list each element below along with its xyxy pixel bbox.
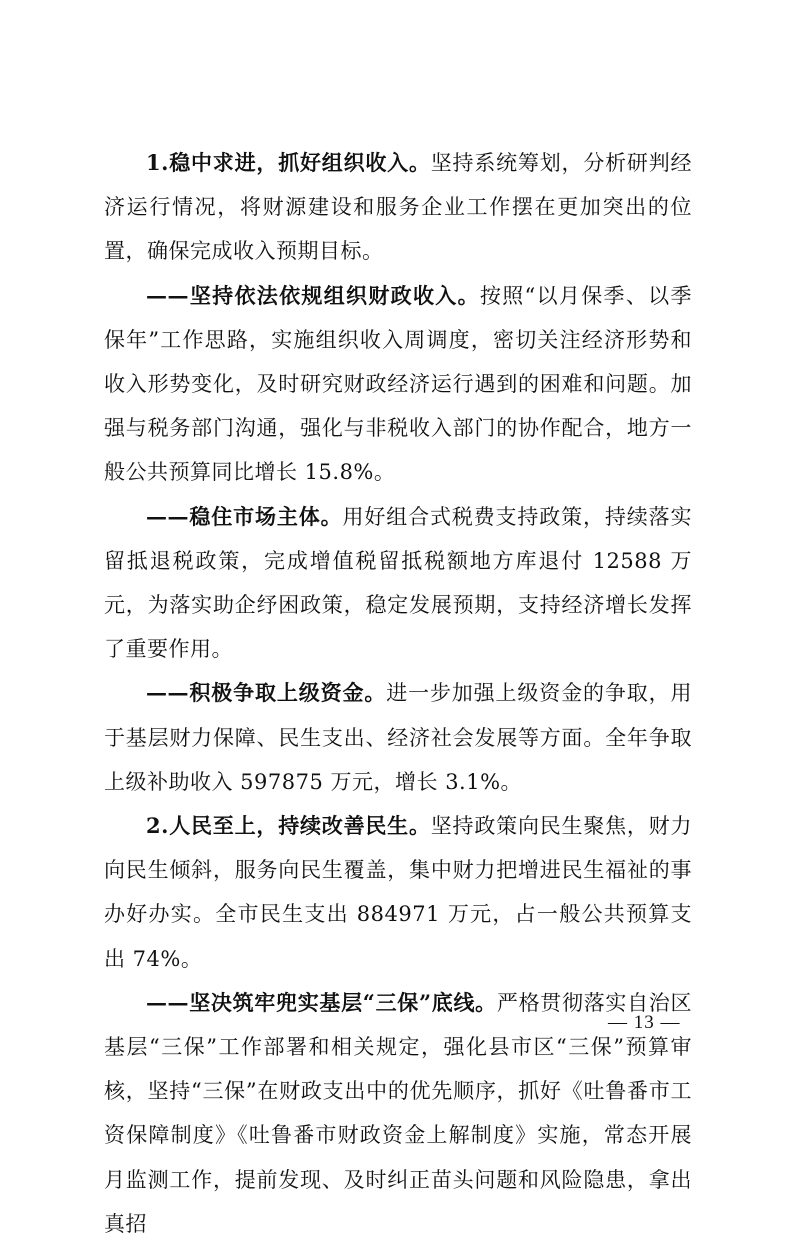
body-text — [104, 141, 692, 1246]
paragraph-heading: 1.稳中求进，抓好组织收入。 — [146, 150, 431, 175]
paragraph — [104, 981, 692, 1246]
paragraph-heading: 2.人民至上，持续改善民生。 — [146, 813, 431, 839]
paragraph-text: 坚持政策向民生聚焦，财力向民生倾斜，服务向民生覆盖，集中财力把增进民生福祉的事办好办实。全市民生支出 884971 万元，占一般公共预算支出 74%。 — [104, 814, 693, 971]
paragraph-text: 进一步加强上级资金的争取，用于基层财力保障、民生支出、经济社会发展等方面。全年争取上级补助收入 597875 万元，增长 3.1%。 — [104, 681, 693, 794]
paragraph — [104, 495, 692, 672]
paragraph-heading: ——坚持依法依规组织财政收入。 — [146, 282, 480, 308]
paragraph — [104, 804, 692, 981]
paragraph-heading: ——稳住市场主体。 — [146, 503, 343, 529]
paragraph-text: 按照“以月保季、以季保年”工作思路，实施组织收入周调度，密切关注经济形势和收入形势变化，及时研究财政经济运行遇到的困难和问题。加强与税务部门沟通，强化与非税收入部门的协作配合，地方一般公共预算同比增长 15.8%。 — [104, 283, 692, 485]
paragraph-text: 坚持系统筹划，分析研判经济运行情况，将财源建设和服务企业工作摆在更加突出的位置，确保完成收入预期目标。 — [104, 151, 693, 264]
paragraph-text: 用好组合式税费支持政策，持续落实留抵退税政策，完成增值税留抵税额地方库退付 12588 万元，为落实助企纾困政策，稳定发展预期，支持经济增长发挥了重要作用。 — [104, 504, 693, 662]
paragraph-heading: ——积极争取上级资金。 — [146, 680, 387, 706]
paragraph — [104, 141, 692, 274]
paragraph — [104, 274, 692, 495]
paragraph — [104, 671, 692, 804]
paragraph-heading: ——坚决筑牢兜实基层“三保”底线。 — [146, 989, 497, 1015]
page-number: — 13 — — [608, 1012, 681, 1033]
paragraph-text: 严格贯彻落实自治区基层“三保”工作部署和相关规定，强化县市区“三保”预算审核，坚持“三保”在财政支出中的优先顺序，抓好《吐鲁番市工资保障制度》《吐鲁番市财政资金上解制度》实施，常态开展月监测工作，提前发现、及时纠正苗头问题和风险隐患，拿出真招 — [104, 990, 692, 1236]
